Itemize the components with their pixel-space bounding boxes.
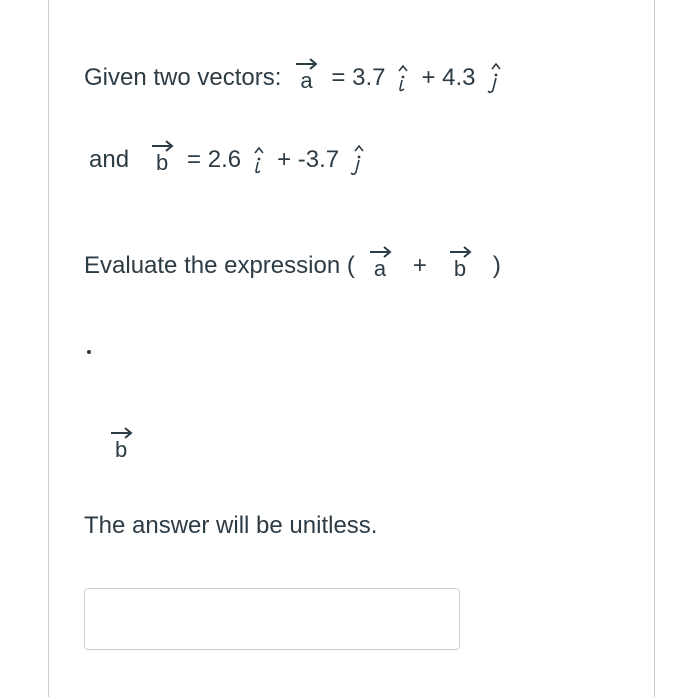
- unit-j-hat-icon: [486, 61, 502, 95]
- vector-a-j-coefficient: + 4.3: [421, 64, 476, 91]
- vector-b-letter: b: [156, 150, 169, 175]
- bullet-dot: [87, 350, 91, 354]
- vector-b-line: [89, 138, 375, 182]
- vector-a-letter: a: [300, 68, 313, 93]
- vector-a-letter: a: [373, 256, 387, 281]
- given-prefix: Given two vectors:: [84, 64, 282, 91]
- question-panel: [48, 0, 655, 697]
- vector-b-symbol: [449, 244, 471, 288]
- vector-a-i-coefficient: = 3.7: [331, 64, 386, 91]
- evaluate-prefix: Evaluate the expression (: [84, 252, 355, 279]
- vector-b-letter: b: [453, 256, 467, 281]
- vector-b-i-coefficient: = 2.6: [187, 146, 242, 173]
- answer-input[interactable]: [84, 588, 460, 650]
- evaluate-expression-line: [84, 244, 501, 288]
- vector-a-symbol: [295, 56, 317, 100]
- vector-b-symbol: [110, 425, 132, 469]
- vector-b-letter: b: [115, 437, 128, 462]
- plus-operator: +: [412, 252, 427, 279]
- vector-b-j-coefficient: + -3.7: [277, 146, 340, 173]
- and-label: and: [89, 146, 130, 173]
- close-paren: ): [492, 252, 501, 279]
- standalone-vector-b: [104, 425, 138, 469]
- unit-i-hat-icon: [251, 143, 267, 177]
- given-vectors-line: [84, 56, 512, 100]
- unitless-note: The answer will be unitless.: [84, 512, 378, 539]
- unit-i-hat-icon: [395, 61, 411, 95]
- unit-j-hat-icon: [349, 143, 365, 177]
- vector-a-symbol: [369, 244, 391, 288]
- vector-b-symbol: [151, 138, 173, 182]
